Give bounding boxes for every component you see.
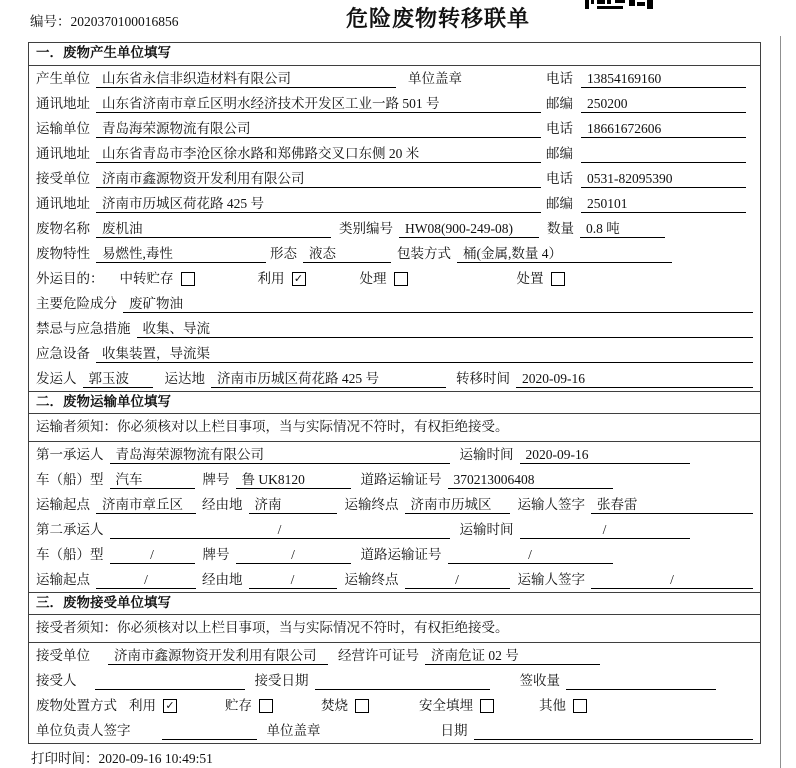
- field-label: 运达地: [164, 371, 205, 386]
- field-label: 日期: [440, 723, 468, 738]
- receiver-seal-label: 单位盖章: [266, 723, 321, 738]
- field-label: 废物名称: [36, 221, 90, 236]
- field-label: 接受单位: [36, 648, 90, 663]
- receiver-notice-row: [29, 615, 760, 643]
- transporter-phone-value[interactable]: 18661672606: [581, 120, 746, 138]
- transporter-address-value[interactable]: 山东省青岛市李沧区徐水路和郑佛路交叉口东侧 20 米: [96, 145, 541, 163]
- checkbox-utilize-disposal: [129, 697, 177, 715]
- qr-code-fragment: [585, 0, 653, 9]
- first-via-value[interactable]: 济南: [249, 496, 337, 514]
- responsible-sign-row: [29, 718, 760, 743]
- consignor-value[interactable]: 郭玉波: [83, 370, 153, 388]
- checkbox-label: 安全填埋: [419, 698, 473, 713]
- field-label: 通讯地址: [36, 96, 90, 111]
- field-label: 产生单位: [36, 71, 90, 86]
- right-column-group: [546, 95, 746, 113]
- field-label: 车（船）型: [36, 472, 104, 487]
- field-label: 运输单位: [36, 121, 90, 136]
- checkbox-unchecked-icon[interactable]: [259, 699, 273, 713]
- first-origin-value[interactable]: 济南市章丘区: [96, 496, 196, 514]
- checkbox-label: 其他: [539, 698, 566, 713]
- producer-address-value[interactable]: 山东省济南市章丘区明水经济技术开发区工业一路 501 号: [96, 95, 541, 113]
- checkbox-unchecked-icon[interactable]: [480, 699, 494, 713]
- first-carrier-value[interactable]: 青岛海荣源物流有限公司: [110, 446, 450, 464]
- right-column-group: [546, 195, 746, 213]
- transfer-purpose-row: [29, 266, 760, 291]
- second-via-value[interactable]: /: [249, 571, 337, 589]
- field-label: 通讯地址: [36, 146, 90, 161]
- second-vehicle-type-value[interactable]: /: [110, 546, 195, 564]
- responsible-person-signature-value[interactable]: [162, 722, 257, 740]
- field-label: 经由地: [202, 497, 243, 512]
- section-2-title: 二．废物运输单位填写: [36, 393, 171, 409]
- print-time-label: 打印时间：: [31, 751, 99, 766]
- second-carrier-value[interactable]: /: [110, 521, 450, 539]
- field-label: 废物特性: [36, 246, 90, 261]
- section-2-header: [29, 391, 760, 414]
- serial-number: 2020370100016856: [70, 14, 179, 29]
- receiver-address-row: [29, 191, 760, 216]
- emergency-equipment-row: [29, 341, 760, 366]
- receiver-postcode-value[interactable]: 250101: [581, 195, 746, 213]
- field-label: 道路运输证号: [360, 547, 442, 562]
- field-label: 运输起点: [36, 497, 90, 512]
- receiver-address-value[interactable]: 济南市历城区荷花路 425 号: [96, 195, 541, 213]
- checkbox-label: 贮存: [225, 698, 252, 713]
- field-label: 外运目的：: [36, 271, 104, 286]
- sign-date-value[interactable]: [474, 722, 754, 740]
- first-vehicle-row: [29, 467, 760, 492]
- second-terminus-value[interactable]: /: [405, 571, 510, 589]
- second-route-row: [29, 567, 760, 592]
- section-1-title: 一．废物产生单位填写: [36, 45, 171, 60]
- checkbox-label: 中转贮存: [119, 271, 174, 286]
- field-label: 牌号: [202, 547, 230, 562]
- field-label: 运输时间: [459, 522, 514, 537]
- waste-property-row: [29, 241, 760, 266]
- first-route-row: [29, 492, 760, 517]
- producer-unit-value[interactable]: 山东省永信非织造材料有限公司: [96, 70, 396, 88]
- field-label: 应急设备: [36, 346, 90, 361]
- serial-label: 编号：: [30, 14, 71, 29]
- signed-quantity-value[interactable]: [566, 672, 716, 690]
- waste-category-code-value[interactable]: HW08(900-249-08): [399, 220, 539, 238]
- checkbox-utilize-purpose: [258, 270, 306, 288]
- receive-unit-row: [29, 643, 760, 668]
- field-label: 运输终点: [344, 497, 399, 512]
- receive-person-row: [29, 668, 760, 693]
- checkbox-storage: [225, 697, 273, 715]
- receiving-unit-value[interactable]: 济南市鑫源物资开发利用有限公司: [108, 647, 328, 665]
- checkbox-label: 利用: [129, 698, 156, 713]
- waste-quantity-value[interactable]: 0.8 吨: [580, 220, 665, 238]
- first-transport-date-value[interactable]: 2020-09-16: [520, 446, 690, 464]
- field-label: 邮编: [546, 96, 573, 111]
- field-label: 经由地: [202, 572, 243, 587]
- section-1-header: [29, 43, 760, 66]
- checkbox-unchecked-icon[interactable]: [551, 272, 565, 286]
- section-3-title: 三．废物接受单位填写: [36, 594, 171, 610]
- first-plate-number-value[interactable]: 鲁 UK8120: [236, 471, 351, 489]
- field-label: 牌号: [202, 472, 230, 487]
- checkbox-label: 焚烧: [321, 698, 348, 713]
- receiver-person-value[interactable]: [95, 672, 245, 690]
- transport-address-row: [29, 141, 760, 166]
- second-transporter-signature-value[interactable]: /: [591, 571, 753, 589]
- transporter-notice-text: 运输者须知：你必须核对以上栏目事项，当与实际情况不符时，有权拒绝接受。: [36, 419, 509, 434]
- field-label: 单位负责人签字: [36, 723, 131, 738]
- producer-postcode-value[interactable]: 250200: [581, 95, 746, 113]
- field-label: 运输时间: [459, 447, 514, 462]
- field-label: 第一承运人: [36, 447, 104, 462]
- checkbox-unchecked-icon[interactable]: [355, 699, 369, 713]
- checkbox-unchecked-icon[interactable]: [394, 272, 408, 286]
- field-label: 包装方式: [397, 246, 451, 261]
- checkbox-other: [539, 697, 587, 715]
- field-label: 经营许可证号: [338, 648, 419, 663]
- first-vehicle-type-value[interactable]: 汽车: [110, 471, 195, 489]
- checkbox-checked-icon[interactable]: ✓: [292, 272, 306, 286]
- checkbox-secure-landfill: [419, 697, 494, 715]
- field-label: 车（船）型: [36, 547, 104, 562]
- checkbox-unchecked-icon[interactable]: [181, 272, 195, 286]
- field-label: 运输人签字: [517, 572, 585, 587]
- field-label: 接受人: [36, 673, 77, 688]
- first-carrier-row: [29, 442, 760, 467]
- contraindication-emergency-measures-value[interactable]: 收集、导流: [137, 320, 754, 338]
- business-license-number-value[interactable]: 济南危证 02 号: [425, 647, 600, 665]
- receiver-unit-row: [29, 166, 760, 191]
- transporter-notice-row: [29, 414, 760, 442]
- field-label: 电话: [546, 171, 573, 186]
- checkbox-checked-icon[interactable]: ✓: [163, 699, 177, 713]
- section-3-header: [29, 592, 760, 615]
- right-column-group: [546, 70, 746, 88]
- producer-phone-value[interactable]: 13854169160: [581, 70, 746, 88]
- receiver-phone-value[interactable]: 0531-82095390: [581, 170, 746, 188]
- checkbox-transfer-storage: [120, 270, 195, 288]
- waste-name-value[interactable]: 废机油: [96, 220, 331, 238]
- checkbox-label: 处理: [359, 271, 387, 286]
- field-label: 通讯地址: [36, 196, 90, 211]
- checkbox-label: 处置: [516, 271, 544, 286]
- page-edge-line: [780, 36, 781, 768]
- hazard-component-row: [29, 291, 760, 316]
- field-label: 邮编: [546, 146, 573, 161]
- right-column-group: [546, 170, 746, 188]
- first-road-permit-value[interactable]: 370213006408: [448, 471, 613, 489]
- field-label: 废物处置方式: [36, 698, 117, 713]
- checkbox-disposal: [517, 270, 565, 288]
- transfer-date-value[interactable]: 2020-09-16: [516, 370, 753, 388]
- second-carrier-row: [29, 517, 760, 542]
- transporter-postcode-value[interactable]: [581, 145, 746, 163]
- page-title: 危险废物转移联单: [345, 6, 530, 31]
- first-transporter-signature-value[interactable]: 张春雷: [591, 496, 753, 514]
- manifest-form: [28, 42, 761, 744]
- checkbox-label: 利用: [257, 271, 285, 286]
- packaging-method-value[interactable]: 桶(金属,数量 4）: [457, 245, 672, 263]
- waste-form-value[interactable]: 液态: [303, 245, 391, 263]
- field-label: 签收量: [519, 673, 560, 688]
- right-column-group: [546, 145, 746, 163]
- second-plate-number-value[interactable]: /: [236, 546, 351, 564]
- print-time-value: 2020-09-16 10:49:51: [98, 751, 213, 766]
- second-road-permit-value[interactable]: /: [448, 546, 613, 564]
- transport-unit-row: [29, 116, 760, 141]
- disposal-method-row: [29, 693, 760, 718]
- field-label: 邮编: [546, 196, 573, 211]
- checkbox-treatment: [360, 270, 408, 288]
- field-label: 接受日期: [254, 673, 309, 688]
- field-label: 运输终点: [344, 572, 399, 587]
- field-label: 运输人签字: [517, 497, 585, 512]
- receiver-notice-text: 接受者须知：你必须核对以上栏目事项，当与实际情况不符时，有权拒绝接受。: [36, 620, 509, 635]
- consignor-row: [29, 366, 760, 391]
- field-label: 类别编号: [339, 221, 393, 236]
- first-terminus-value[interactable]: 济南市历城区: [405, 496, 510, 514]
- emergency-measures-row: [29, 316, 760, 341]
- second-origin-value[interactable]: /: [96, 571, 196, 589]
- receive-date-value[interactable]: [315, 672, 490, 690]
- emergency-equipment-value[interactable]: 收集装置，导流渠: [96, 345, 753, 363]
- field-label: 主要危险成分: [36, 296, 117, 311]
- field-label: 发运人: [36, 371, 77, 386]
- second-vehicle-row: [29, 542, 760, 567]
- producer-unit-row: [29, 66, 760, 91]
- second-transport-date-value[interactable]: /: [520, 521, 690, 539]
- main-hazardous-component-value[interactable]: 废矿物油: [123, 295, 753, 313]
- field-label: 第二承运人: [36, 522, 104, 537]
- destination-value[interactable]: 济南市历城区荷花路 425 号: [211, 370, 446, 388]
- print-time: [31, 747, 213, 767]
- receiver-unit-value[interactable]: 济南市鑫源物资开发利用有限公司: [96, 170, 541, 188]
- transporter-unit-value[interactable]: 青岛海荣源物流有限公司: [96, 120, 541, 138]
- field-label: 形态: [270, 246, 297, 261]
- field-label: 转移时间: [456, 371, 510, 386]
- waste-characteristics-value[interactable]: 易燃性,毒性: [96, 245, 266, 263]
- right-column-group: [546, 120, 746, 138]
- field-label: 道路运输证号: [360, 472, 442, 487]
- producer-seal-label: 单位盖章: [408, 71, 462, 86]
- checkbox-unchecked-icon[interactable]: [573, 699, 587, 713]
- producer-address-row: [29, 91, 760, 116]
- field-label: 接受单位: [36, 171, 90, 186]
- field-label: 数量: [547, 221, 574, 236]
- field-label: 电话: [546, 71, 573, 86]
- field-label: 运输起点: [36, 572, 90, 587]
- field-label: 电话: [546, 121, 573, 136]
- checkbox-incineration: [321, 697, 369, 715]
- field-label: 禁忌与应急措施: [36, 321, 131, 336]
- waste-name-row: [29, 216, 760, 241]
